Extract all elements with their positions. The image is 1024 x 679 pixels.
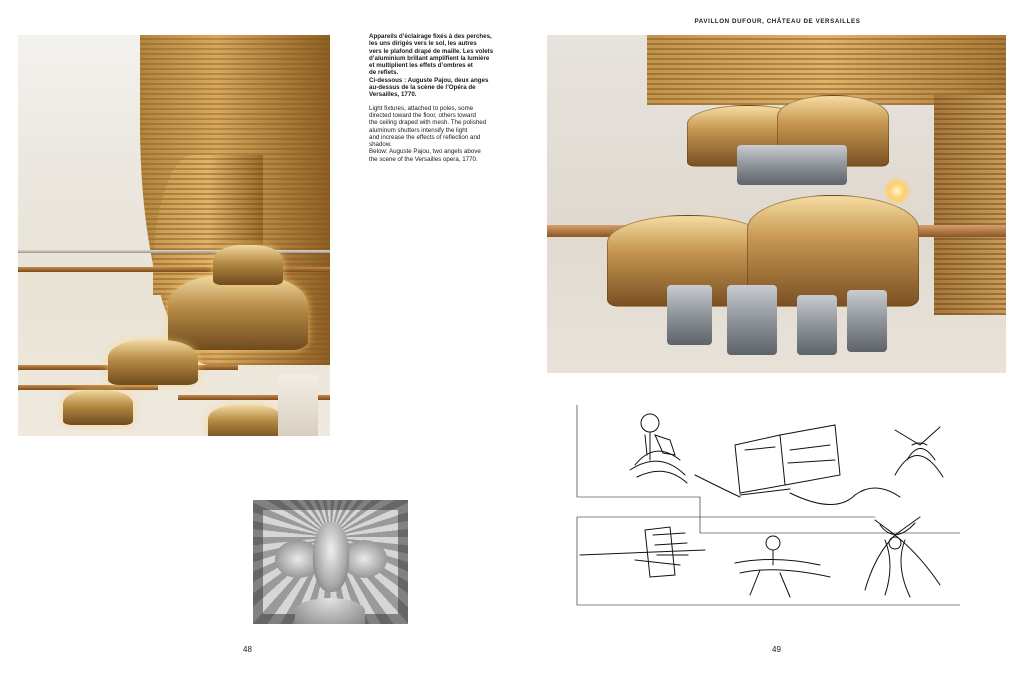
aluminum-flap	[847, 290, 887, 352]
light-fixture	[63, 390, 133, 425]
aluminum-flap	[667, 285, 712, 345]
caption-block	[369, 33, 499, 163]
mesh-wall	[934, 95, 1006, 315]
caption-english: Light fixtures, attached to poles, some directed toward the floor, others toward the ceiling draped with mesh. The polished aluminum shutters intensify the light and increase the effects of reflection and shadow. Below: Auguste Pajou, two angels above the scene of the Versailles opera, 1770.	[369, 104, 487, 163]
doorway	[278, 375, 318, 436]
chandelier-installation-photo	[18, 35, 330, 436]
ceiling-rail	[18, 250, 330, 253]
light-fixture	[108, 340, 198, 385]
pajou-angels-relief-photo	[253, 500, 408, 624]
fixture-body	[737, 145, 847, 185]
light-fixture	[213, 245, 283, 285]
light-fixture	[208, 405, 283, 436]
page-number-right: 49	[772, 645, 781, 654]
design-sketches	[575, 405, 960, 610]
light-fixture	[168, 275, 308, 350]
sketch-strokes	[577, 405, 960, 605]
running-head: PAVILLON DUFOUR, CHÂTEAU DE VERSAILLES	[694, 18, 861, 25]
aluminum-flap	[727, 285, 777, 355]
pole	[18, 267, 330, 272]
caption-french: Appareils d’éclairage fixés à des perches, les uns dirigés vers le sol, les autres vers le plafond drapé de maille. Les volets d’aluminium brillant amplifient la lumière et multiplient les effets d’ombres et de reflets. Ci-dessous : Auguste Pajou, deux anges au-dessus de la scène de l’Opéra de Versailles, 1770.	[369, 33, 494, 99]
cloud-relief	[295, 598, 365, 624]
light-glow	[883, 177, 911, 205]
cartouche	[313, 522, 349, 592]
chandelier-closeup-photo	[547, 35, 1006, 373]
page-number-left: 48	[243, 645, 252, 654]
aluminum-flap	[797, 295, 837, 355]
